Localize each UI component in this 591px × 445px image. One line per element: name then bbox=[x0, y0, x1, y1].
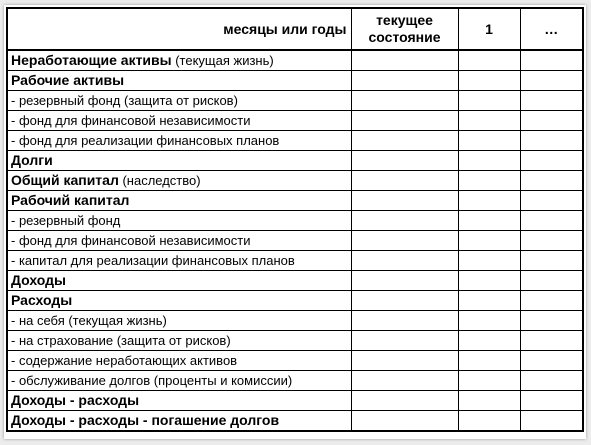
table-row bbox=[7, 91, 583, 111]
row-label-note: (текущая жизнь) bbox=[171, 53, 274, 68]
table-header-row bbox=[7, 8, 583, 50]
table-row bbox=[7, 111, 583, 131]
current-state-cell[interactable] bbox=[351, 371, 458, 391]
table-row bbox=[7, 331, 583, 351]
period-1-cell[interactable] bbox=[458, 211, 520, 231]
row-label bbox=[7, 351, 351, 371]
current-state-cell[interactable] bbox=[351, 271, 458, 291]
row-label-text: - фонд для реализации финансовых планов bbox=[11, 133, 280, 148]
current-state-header bbox=[351, 8, 458, 50]
row-label-text: Доходы bbox=[11, 272, 66, 288]
current-state-cell[interactable] bbox=[351, 251, 458, 271]
current-state-cell[interactable] bbox=[351, 351, 458, 371]
row-label bbox=[7, 411, 351, 432]
row-label-text: - содержание неработающих активов bbox=[11, 353, 238, 368]
period-1-cell[interactable] bbox=[458, 311, 520, 331]
row-label-text: Общий капитал bbox=[11, 172, 119, 188]
row-label bbox=[7, 251, 351, 271]
row-label-text: Доходы - расходы - погашение долгов bbox=[11, 412, 280, 428]
row-label bbox=[7, 331, 351, 351]
period-1-cell[interactable] bbox=[458, 271, 520, 291]
period-1-cell[interactable] bbox=[458, 71, 520, 91]
table-frame bbox=[4, 5, 586, 439]
row-label bbox=[7, 71, 351, 91]
row-label-text: - капитал для реализации финансовых планов bbox=[11, 253, 295, 268]
period-more-cell[interactable] bbox=[520, 251, 583, 271]
current-state-cell[interactable] bbox=[351, 151, 458, 171]
row-label bbox=[7, 91, 351, 111]
period-1-cell[interactable] bbox=[458, 251, 520, 271]
period-more-cell[interactable] bbox=[520, 131, 583, 151]
period-1-cell[interactable] bbox=[458, 331, 520, 351]
period-1-cell[interactable] bbox=[458, 91, 520, 111]
row-label bbox=[7, 171, 351, 191]
row-label bbox=[7, 291, 351, 311]
table-row bbox=[7, 191, 583, 211]
period-more-cell[interactable] bbox=[520, 231, 583, 251]
period-more-cell[interactable] bbox=[520, 151, 583, 171]
row-label-text: Долги bbox=[11, 152, 53, 168]
period-1-cell[interactable] bbox=[458, 411, 520, 432]
period-more-cell[interactable] bbox=[520, 171, 583, 191]
current-state-cell[interactable] bbox=[351, 391, 458, 411]
period-more-header: … bbox=[520, 8, 583, 50]
table-row bbox=[7, 151, 583, 171]
row-label bbox=[7, 191, 351, 211]
period-1-cell[interactable] bbox=[458, 50, 520, 71]
current-state-cell[interactable] bbox=[351, 291, 458, 311]
current-state-cell[interactable] bbox=[351, 171, 458, 191]
period-1-cell[interactable] bbox=[458, 371, 520, 391]
financial-plan-table bbox=[6, 7, 584, 432]
row-label-note: (наследство) bbox=[118, 173, 201, 188]
period-more-cell[interactable] bbox=[520, 271, 583, 291]
row-label bbox=[7, 371, 351, 391]
table-row bbox=[7, 251, 583, 271]
period-1-cell[interactable] bbox=[458, 171, 520, 191]
period-1-header: 1 bbox=[458, 8, 520, 50]
current-state-cell[interactable] bbox=[351, 331, 458, 351]
table-row bbox=[7, 271, 583, 291]
period-more-cell[interactable] bbox=[520, 211, 583, 231]
current-state-cell[interactable] bbox=[351, 50, 458, 71]
period-1-cell[interactable] bbox=[458, 351, 520, 371]
period-more-cell[interactable] bbox=[520, 71, 583, 91]
current-state-cell[interactable] bbox=[351, 131, 458, 151]
row-label-text: - на страхование (защита от рисков) bbox=[11, 333, 231, 348]
period-more-cell[interactable] bbox=[520, 311, 583, 331]
table-row bbox=[7, 71, 583, 91]
period-1-cell[interactable] bbox=[458, 131, 520, 151]
period-1-cell[interactable] bbox=[458, 191, 520, 211]
current-state-cell[interactable] bbox=[351, 211, 458, 231]
row-label bbox=[7, 271, 351, 291]
row-label bbox=[7, 131, 351, 151]
period-1-cell[interactable] bbox=[458, 231, 520, 251]
table-row bbox=[7, 211, 583, 231]
period-more-cell[interactable] bbox=[520, 291, 583, 311]
row-label-text: - фонд для финансовой независимости bbox=[11, 233, 251, 248]
current-state-cell[interactable] bbox=[351, 191, 458, 211]
current-state-cell[interactable] bbox=[351, 71, 458, 91]
row-label-text: Доходы - расходы bbox=[11, 392, 140, 408]
table-row bbox=[7, 171, 583, 191]
period-more-cell[interactable] bbox=[520, 391, 583, 411]
current-state-cell[interactable] bbox=[351, 91, 458, 111]
table-body bbox=[7, 50, 583, 431]
current-state-cell[interactable] bbox=[351, 111, 458, 131]
row-label bbox=[7, 50, 351, 71]
current-state-header-text: текущее состояние bbox=[368, 12, 441, 45]
period-1-cell[interactable] bbox=[458, 391, 520, 411]
table-row bbox=[7, 371, 583, 391]
row-label bbox=[7, 111, 351, 131]
table-row bbox=[7, 131, 583, 151]
period-1-cell[interactable] bbox=[458, 151, 520, 171]
period-more-cell[interactable] bbox=[520, 50, 583, 71]
period-header: месяцы или годы bbox=[7, 8, 351, 50]
row-label bbox=[7, 311, 351, 331]
row-label-text: Расходы bbox=[11, 292, 73, 308]
table-row bbox=[7, 311, 583, 331]
table-row bbox=[7, 391, 583, 411]
row-label bbox=[7, 231, 351, 251]
current-state-cell[interactable] bbox=[351, 231, 458, 251]
row-label bbox=[7, 391, 351, 411]
row-label-text: - фонд для финансовой независимости bbox=[11, 113, 251, 128]
row-label-text: Неработающие активы bbox=[11, 52, 172, 68]
table-row bbox=[7, 411, 583, 432]
row-label-text: - на себя (текущая жизнь) bbox=[11, 313, 167, 328]
period-more-cell[interactable] bbox=[520, 411, 583, 432]
period-more-cell[interactable] bbox=[520, 371, 583, 391]
row-label bbox=[7, 151, 351, 171]
period-more-cell[interactable] bbox=[520, 191, 583, 211]
row-label-text: - резервный фонд (защита от рисков) bbox=[11, 93, 238, 108]
period-1-cell[interactable] bbox=[458, 111, 520, 131]
row-label-text: Рабочий капитал bbox=[11, 192, 130, 208]
row-label-text: - обслуживание долгов (проценты и комиссии) bbox=[11, 373, 293, 388]
period-more-cell[interactable] bbox=[520, 331, 583, 351]
table-row bbox=[7, 231, 583, 251]
row-label bbox=[7, 211, 351, 231]
table-row bbox=[7, 291, 583, 311]
row-label-text: Рабочие активы bbox=[11, 72, 125, 88]
period-1-cell[interactable] bbox=[458, 291, 520, 311]
period-more-cell[interactable] bbox=[520, 351, 583, 371]
row-label-text: - резервный фонд bbox=[11, 213, 121, 228]
period-more-cell[interactable] bbox=[520, 111, 583, 131]
current-state-cell[interactable] bbox=[351, 411, 458, 432]
period-more-cell[interactable] bbox=[520, 91, 583, 111]
current-state-cell[interactable] bbox=[351, 311, 458, 331]
table-row bbox=[7, 50, 583, 71]
table-row bbox=[7, 351, 583, 371]
